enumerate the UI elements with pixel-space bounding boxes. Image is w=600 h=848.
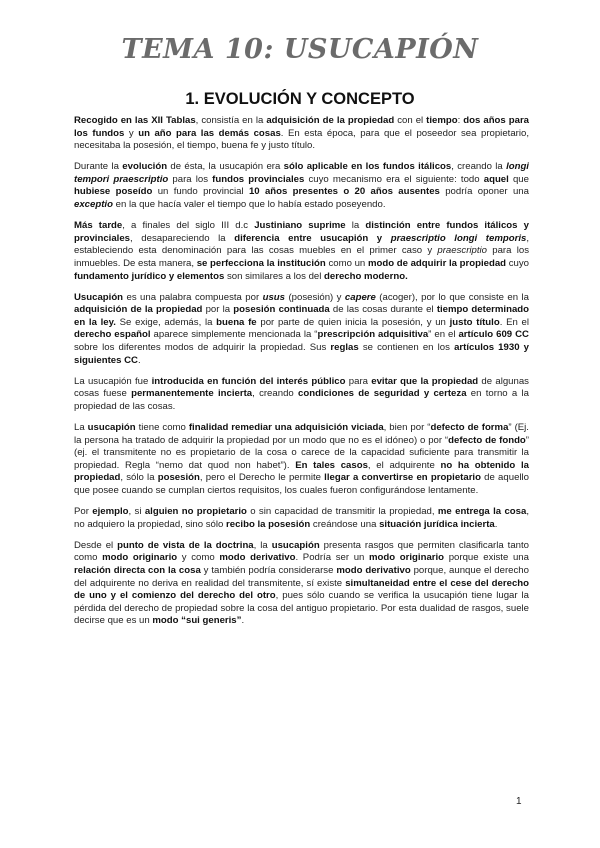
document-title: TEMA 10: USUCAPIÓN (121, 34, 479, 65)
text-run: en la que hacía valer el tiempo que lo había estado poseyendo. (112, 199, 386, 211)
text-run: , el adquirente (367, 459, 441, 471)
emphasis-text: se perfecciona la institución (196, 257, 326, 269)
emphasis-text: Usucapión (74, 291, 124, 303)
text-run: tiene como (135, 421, 189, 433)
text-run: aparece simplemente mencionada la “ (150, 329, 318, 341)
text-run: ” (ej. el transmitente no es propietario de la cosa o carece de la capacidad suficiente para transmitir la propiedad. Regla “nemo dat quod non habet”). (74, 434, 529, 471)
emphasis-text: artículo 609 CC (458, 329, 529, 341)
document-body (74, 115, 529, 636)
text-run: , a finales del siglo III d.c (122, 220, 255, 232)
emphasis-text: modo originario (369, 552, 445, 564)
text-run: en torno a la propiedad de las cosas. (74, 388, 529, 412)
text-run: . (241, 615, 245, 627)
emphasis-text: usucapión (87, 421, 136, 433)
text-run: para los inmuebles. De esta manera, (74, 245, 529, 269)
paragraph (74, 161, 529, 211)
text-run: se contienen en los (358, 342, 455, 353)
text-run: de aquello que posee cuando se cumplan ciertos requisitos, los cuales fueron configurándose lentamente. (74, 472, 529, 496)
text-run: presenta rasgos que permiten clasificarla tanto como (74, 539, 530, 564)
text-run: Por (74, 506, 93, 518)
text-run: , la (253, 539, 272, 551)
emphasis-text: llegar a convertirse en propietario (324, 472, 481, 484)
text-run: es una palabra compuesta por (123, 291, 263, 303)
text-run: . (137, 354, 141, 366)
text-run: con el (394, 115, 427, 126)
emphasis-text: modo originario (102, 552, 178, 564)
text-run: , si (128, 506, 145, 518)
emphasis-text: defecto de forma (430, 421, 509, 433)
paragraph (74, 292, 529, 368)
text-run: . (494, 518, 498, 530)
emphasis-text: condiciones de seguridad y certeza (298, 388, 467, 400)
emphasis-text: ejemplo (92, 506, 129, 518)
text-run: Se exige, además, la (115, 316, 217, 328)
text-run: . En esta época, para que el poseedor sea propietario, necesitaba la posesión, el tiempo, buena fe y justo título. (74, 127, 529, 152)
emphasis-text: Recogido en las XII Tablas (74, 115, 196, 126)
emphasis-text: derecho moderno. (324, 270, 408, 282)
emphasis-text: capere (344, 291, 376, 303)
text-run: porque, aunque el derecho del adquirente no deriva en realidad del transmitente, sí existe (74, 564, 529, 589)
emphasis-text: usus (262, 291, 286, 303)
text-run: como un (325, 257, 368, 269)
emphasis-text: tiempo determinado en la ley. (74, 304, 530, 328)
emphasis-text: reglas (330, 342, 359, 353)
text-run: : (457, 115, 464, 126)
text-run: , creando (252, 388, 299, 400)
emphasis-text: distinción entre fundos itálicos y provinciales (74, 220, 529, 244)
paragraph (74, 220, 529, 283)
paragraph (74, 115, 529, 153)
text-run: Desde el (74, 539, 118, 551)
emphasis-text: simultaneidad entre el cese del derecho de uno y el comienzo del derecho del otro (74, 577, 529, 602)
emphasis-text: Justiniano suprime (254, 220, 346, 232)
emphasis-text: fundos provinciales (212, 173, 305, 185)
text-run: sobre los diferentes modos de adquirir la propiedad. Sus (74, 342, 331, 353)
emphasis-text: defecto de fondo (448, 434, 526, 446)
text-run: , no adquiero la propiedad, sino sólo (74, 506, 529, 530)
text-run: , pero el Derecho le permite (199, 472, 325, 484)
text-run: cuyo (506, 257, 529, 269)
text-run: por parte de quien inicia la posesión, y un (256, 316, 450, 328)
text-run: , estableciendo esta denominación para las cosas muebles en el primer caso y (74, 232, 529, 257)
emphasis-text: sólo aplicable en los fundos itálicos (283, 161, 452, 173)
text-run: ” en el (428, 329, 459, 341)
emphasis-text: dos años para los fundos (74, 115, 530, 139)
emphasis-text: diferencia entre usucapión y (234, 232, 391, 244)
text-run: Durante la (74, 161, 123, 173)
emphasis-text: no ha obtenido la propiedad (74, 459, 529, 484)
emphasis-text: longi tempori praescriptio (74, 161, 529, 185)
emphasis-text: evitar que la propiedad (371, 375, 479, 387)
text-run: y como (177, 552, 220, 564)
text-run: de ésta, la usucapión era (167, 161, 284, 173)
emphasis-text: 10 años presentes o 20 años ausentes (248, 186, 440, 198)
text-run: , consistía en la (195, 115, 267, 126)
emphasis-text: posesión (157, 472, 200, 484)
emphasis-text: situación jurídica incierta (379, 518, 495, 530)
paragraph (74, 506, 529, 531)
text-run: para (345, 375, 372, 387)
emphasis-text: recibo la posesión (226, 518, 311, 530)
emphasis-text: permanentemente incierta (131, 388, 253, 400)
emphasis-text: prescripción adquisitiva (317, 329, 429, 341)
text-run: (acoger), por lo que consiste en la (375, 291, 529, 303)
text-run: de las cosas durante el (329, 304, 437, 316)
text-run: y (124, 127, 139, 139)
emphasis-text: tiempo (426, 115, 458, 126)
text-run: La (74, 421, 88, 433)
emphasis-text: buena fe (216, 316, 257, 328)
emphasis-text: derecho español (74, 329, 151, 341)
emphasis-text: En tales casos (295, 459, 368, 471)
emphasis-text: relación directa con la cosa (74, 564, 201, 576)
emphasis-text: usucapión (271, 539, 320, 551)
section-heading: 1. EVOLUCIÓN Y CONCEPTO (185, 90, 415, 108)
text-run: por la (202, 304, 234, 316)
emphasis-text: adquisición de la propiedad (74, 304, 203, 316)
emphasis-text: adquisición de la propiedad (266, 115, 395, 126)
text-run: para los (168, 173, 213, 185)
text-run: , desapareciendo la (130, 232, 235, 244)
emphasis-text: aquel (483, 173, 509, 185)
text-run: . Podría ser un (295, 552, 370, 564)
text-run: (posesión) y (285, 291, 345, 303)
emphasis-text: me entrega la cosa (437, 506, 527, 518)
text-run: creándose una (310, 518, 380, 530)
emphasis-text: praescriptio (437, 245, 487, 257)
text-run: son similares a los del (224, 270, 325, 282)
emphasis-text: exceptio (74, 199, 113, 211)
paragraph (74, 376, 529, 414)
text-run: podría oponer una (439, 186, 529, 198)
emphasis-text: modo “sui generis” (152, 615, 242, 627)
emphasis-text: un año para las demás cosas (138, 127, 281, 139)
text-run: o sin capacidad de transmitir la propiedad, (246, 506, 438, 518)
text-run: , sólo la (120, 472, 158, 484)
emphasis-text: Más tarde (74, 220, 123, 232)
emphasis-text: finalidad remediar una adquisición viciada (188, 421, 384, 433)
text-run: un fundo provincial (152, 186, 249, 198)
text-run: de algunas cosas fuese (74, 375, 529, 400)
text-run: , pues sólo cuando se verifica la usucapión tiene lugar la pérdida del derecho de propiedad sobre la cosa del antiguo propietario. Por esta dualidad de rasgos, suele decirse que es un (74, 590, 529, 627)
paragraph (74, 540, 529, 628)
text-run: cuyo mecanismo era el siguiente: todo (304, 173, 484, 185)
emphasis-text: fundamento jurídico y elementos (74, 270, 225, 282)
emphasis-text: evolución (122, 161, 168, 173)
emphasis-text: introducida en función del interés público (151, 375, 346, 387)
emphasis-text: modo de adquirir la propiedad (367, 257, 507, 269)
text-run: la (345, 220, 366, 232)
text-run: , bien por “ (383, 421, 431, 433)
emphasis-text: artículos 1930 y siguientes CC (74, 342, 529, 366)
page-number: 1 (516, 796, 522, 807)
emphasis-text: hubiese poseído (74, 186, 153, 198)
emphasis-text: modo derivativo (219, 552, 296, 564)
text-run: y también podría considerarse (200, 564, 337, 576)
emphasis-text: modo derivativo (336, 564, 411, 576)
text-run: ” (Ej. la persona ha tratado de adquirir la propiedad por un modo que no es el idóneo) o por “ (74, 421, 529, 446)
emphasis-text: posesión continuada (233, 304, 330, 316)
text-run: que (508, 173, 529, 185)
text-run: . En el (499, 316, 529, 328)
text-run: La usucapión fue (74, 375, 152, 387)
emphasis-text: justo título (449, 316, 500, 328)
paragraph (74, 422, 529, 498)
text-run: , creando la (451, 161, 507, 173)
text-run: porque existe una (444, 552, 529, 564)
emphasis-text: punto de vista de la doctrina (117, 539, 254, 551)
emphasis-text: alguien no propietario (144, 506, 247, 518)
emphasis-text: praescriptio longi temporis (390, 232, 527, 244)
